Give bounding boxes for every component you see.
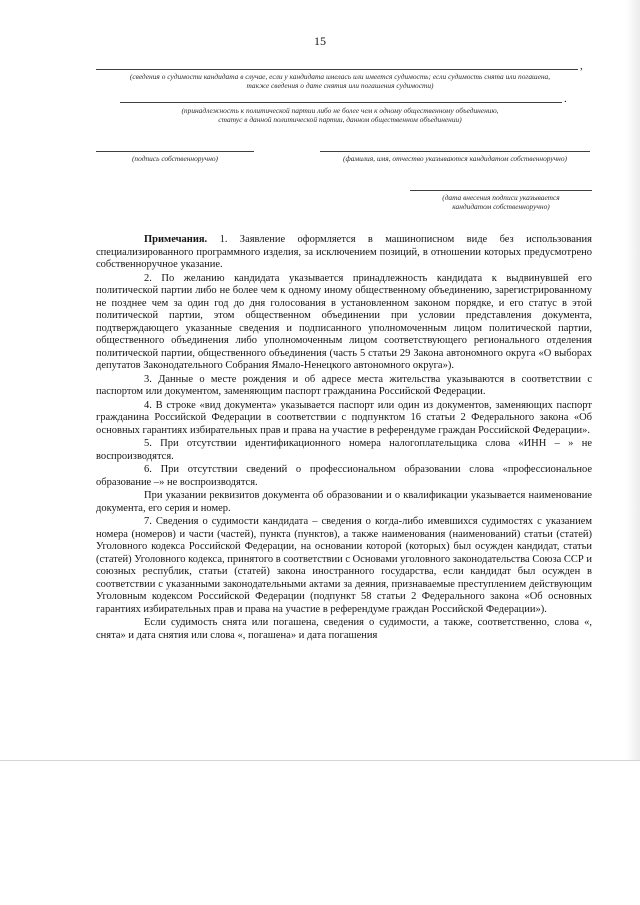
conviction-caption-line-1: (сведения о судимости кандидата в случае, если у кандидата имелась или имеется судимость; если судимость снята или погашена, xyxy=(129,72,551,81)
note-paragraph-5: 5. При отсутствии идентификационного номера налогоплательщика слова «ИНН – » не воспроизводятся. xyxy=(96,438,592,462)
note-paragraph-4: 4. В строке «вид документа» указывается паспорт или один из документов, заменяющих паспорт гражданина Российской Федерации в соответствии с подпунктом 16 статьи 2 Федерального закона «Об основных гарантиях избирательных прав и права на участие в референдуме граждан Российской Федерации». xyxy=(96,399,592,436)
affiliation-line xyxy=(120,102,562,103)
affiliation-period: . xyxy=(564,93,567,105)
date-line xyxy=(410,190,592,191)
date-caption-line-2: кандидатом собственноручно) xyxy=(452,202,550,211)
notes-section xyxy=(96,234,592,643)
date-caption-line-1: (дата внесения подписи указывается xyxy=(442,193,560,202)
note-paragraph-3: 3. Данные о месте рождения и об адресе места жительства указываются в соответствии с паспортом или документом, заменяющим паспорт гражданина Российской Федерации. xyxy=(96,373,592,397)
note-paragraph-6: 6. При отсутствии сведений о профессиональном образовании слова «профессиональное образование –» не воспроизводятся. xyxy=(96,464,592,488)
note-paragraph-7-continued: Если судимость снята или погашена, сведения о судимости, а также, соответственно, слова «, снята» и дата снятия или слова «, погашена» и дата погашения xyxy=(96,617,592,641)
date-caption xyxy=(410,193,592,211)
signature-caption: (подпись собственноручно) xyxy=(131,154,219,163)
note-paragraph-2: 2. По желанию кандидата указывается принадлежность кандидата к выдвинувшей его политической партии либо не более чем к одному иному общественному объединению, зарегистрированному не позднее чем за один год до дня голосования в установленном законом порядке, и его статус в этой политической партии, этом общественном объединении при условии представления документа, подтверждающего указанные сведения и подписанного уполномоченным лицом политической партии, общественного объединения либо уполномоченным лицом соответствующего регионального отделения политической партии, общественного объединения (часть 5 статьи 29 Закона автономного округа «О выборах депутатов Законодательного Собрания Ямало-Ненецкого автономного округа»). xyxy=(96,272,592,371)
signature-line xyxy=(96,151,254,152)
affiliation-caption-line-1: (принадлежность к политической партии либо не более чем к одному общественному объединению, xyxy=(181,106,499,115)
conviction-caption xyxy=(70,72,610,90)
conviction-comma: , xyxy=(580,60,583,72)
affiliation-caption xyxy=(100,106,580,124)
name-caption: (фамилия, имя, отчество указываются кандидатом собственноручно) xyxy=(342,154,567,163)
page-edge-shadow xyxy=(626,0,640,760)
page-number: 15 xyxy=(314,34,326,48)
notes-heading: Примечания. xyxy=(144,234,208,245)
note-paragraph-7: 7. Сведения о судимости кандидата – сведения о когда-либо имевшихся судимостях с указанием номера (номеров) и части (частей), пункта (пунктов), а также наименования (наименований) статьи (статей) Уголовного кодекса Российской Федерации, на основании которой (которых) был осужден кандидат, статьи (статей) Уголовного кодекса, принятого в соответствии с Основами уголовного законодательства Союза ССР и союзных республик, статьи (статей) закона иностранного государства, если кандидат был осужден в соответствии с указанными законодательными актами за деяния, признаваемые преступлением действующим Уголовным кодексом Российской Федерации (подпункт 58 статьи 2 Федерального закона «Об основных гарантиях избирательных прав и права на участие в референдуме граждан Российской Федерации»). xyxy=(96,516,592,615)
conviction-caption-line-2: также сведения о дате снятия или погашения судимости) xyxy=(246,81,434,90)
page-bottom-edge xyxy=(0,760,640,761)
affiliation-caption-line-2: статус в данной политической партии, данном общественном объединении) xyxy=(218,115,462,124)
conviction-line xyxy=(96,69,578,70)
name-line xyxy=(320,151,590,152)
note-paragraph-6-continued: При указании реквизитов документа об образовании и о квалификации указывается наименование документа, его серия и номер. xyxy=(96,490,592,514)
note-paragraph-1: Примечания. 1. Заявление оформляется в машинописном виде без использования специализированного программного изделия, за исключением позиций, в отношении которых предусмотрено собственноручное указание. xyxy=(96,234,592,270)
